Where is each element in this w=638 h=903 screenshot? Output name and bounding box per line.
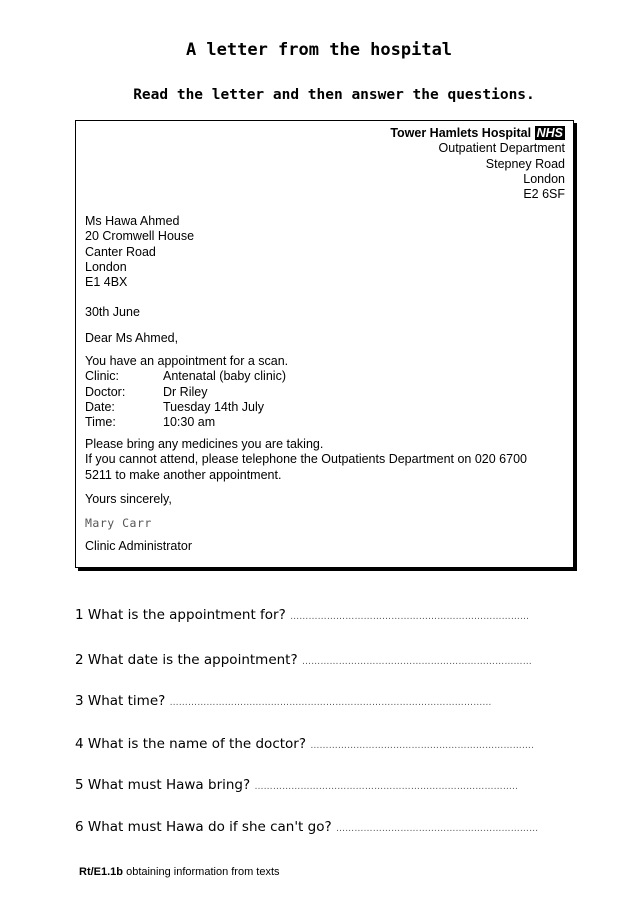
question-5 [75,777,518,793]
recipient-line: Canter Road [85,244,156,259]
detail-label: Time: [85,415,116,430]
question-text: 4 What is the name of the doctor? [75,736,307,752]
signatory-title: Clinic Administrator [85,539,192,553]
recipient-line: E1 4BX [85,275,128,290]
detail-label: Clinic: [85,369,120,384]
letter-date: 30th June [85,305,140,319]
answer-line[interactable]: ………………………………………………………………. [310,741,535,751]
appointment-details [85,354,288,430]
answer-line[interactable]: ………………………………………………………… [335,824,539,834]
recipient-line: Ms Hawa Ahmed [85,214,180,228]
question-text: 2 What date is the appointment? [75,652,298,668]
page-subtitle: Read the letter and then answer the questions. [133,87,535,103]
detail-value: Tuesday 14th July [163,399,264,414]
footer-text: obtaining information from texts [126,866,280,878]
address-line: London [523,171,565,186]
answer-line[interactable]: ………………………………………………………………… [301,657,532,667]
address-line: Outpatient Department [438,141,565,156]
detail-value: Antenatal (baby clinic) [163,369,286,384]
question-text: 3 What time? [75,693,166,709]
detail-label: Doctor: [85,384,126,399]
body-line: If you cannot attend, please telephone the Outpatients Department on 020 6700 [85,452,527,467]
body-line: Please bring any medicines you are taking. [85,437,324,451]
detail-value: 10:30 am [163,415,216,430]
detail-row [85,400,288,415]
address-line: E2 6SF [523,187,565,202]
hospital-name: Tower Hamlets Hospital [390,126,532,140]
detail-row [85,415,288,430]
footer [79,866,280,878]
footer-code: Rt/E1.1b [79,866,124,878]
detail-label: Date: [85,399,115,414]
question-1 [75,607,529,623]
address-line: Stepney Road [485,156,565,171]
question-2 [75,652,532,668]
signature: Mary Carr [85,516,152,530]
question-text: 5 What must Hawa bring? [75,777,251,793]
answer-line[interactable]: …………………………………………………………………… [290,612,530,622]
question-text: 1 What is the appointment for? [75,607,286,623]
answer-line[interactable]: ………………………………………………………………………….. [254,782,519,792]
recipient-line: London [85,259,127,274]
recipient-address [85,214,194,290]
detail-value: Dr Riley [163,384,208,399]
page-title: A letter from the hospital [185,40,453,60]
question-6 [75,819,538,835]
recipient-line: 20 Cromwell House [85,229,195,244]
appointment-intro: You have an appointment for a scan. [85,354,289,368]
detail-row [85,369,288,384]
question-4 [75,736,534,752]
hospital-address [390,126,565,202]
letter-body [85,437,527,483]
question-text: 6 What must Hawa do if she can't go? [75,819,332,835]
answer-line[interactable]: …………………………………………………………………………………………… [169,698,492,708]
letter-closing: Yours sincerely, [85,492,172,506]
body-line: 5211 to make another appointment. [85,467,282,482]
letter-greeting: Dear Ms Ahmed, [85,331,179,345]
question-3 [75,693,492,709]
nhs-logo: NHS [536,126,563,140]
detail-row [85,385,288,400]
letter-box [75,120,574,568]
